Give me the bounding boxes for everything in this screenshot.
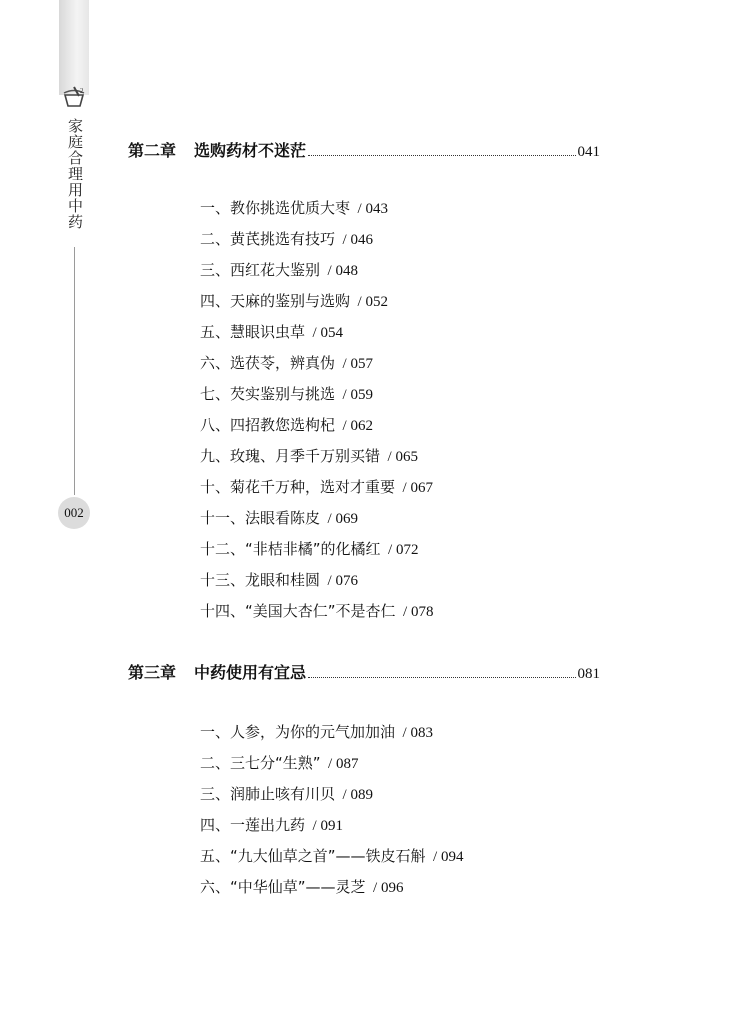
entry-title: 十二、“非桔非橘”的化橘红 [200,540,381,558]
toc-entry[interactable]: 十二、“非桔非橘”的化橘红 / 072 [200,540,419,558]
toc-entry[interactable]: 三、润肺止咳有川贝 / 089 [200,785,373,803]
toc-entry[interactable]: 三、西红花大鉴别 / 048 [200,261,358,279]
entry-page: 046 [350,232,373,248]
chapter-page: 081 [577,666,600,682]
toc-entry[interactable]: 二、三七分“生熟” / 087 [200,754,359,772]
entry-title: 十三、龙眼和桂圆 [200,571,321,589]
entry-list [200,717,620,903]
entry-title: 六、选茯苓，辨真伪 [200,354,336,372]
svg-text:2: 2 [80,87,84,95]
entry-page: 091 [320,818,343,834]
entry-title: 二、黄芪挑选有技巧 [200,230,336,248]
entry-title: 八、四招教您选枸杞 [200,416,336,434]
toc-entry[interactable]: 五、“九大仙草之首”——铁皮石斛 / 094 [200,847,464,865]
entry-page: 087 [335,756,359,772]
entry-title: 六、“中华仙草”——灵芝 [200,878,366,896]
entry-title: 四、一莲出九药 [200,816,306,834]
toc-entry[interactable]: 四、天麻的鉴别与选购 / 052 [200,292,388,310]
entry-page: 076 [335,573,358,589]
toc-entry[interactable]: 十、菊花千万种，选对才重要 / 067 [200,478,433,496]
toc-entry[interactable]: 七、芡实鉴别与挑选 / 059 [200,385,373,403]
entry-title: 三、西红花大鉴别 [200,261,321,279]
entry-title: 三、润肺止咳有川贝 [200,785,336,803]
toc-entry[interactable]: 一、人参，为你的元气加加油 / 083 [200,723,433,741]
entry-title: 九、玫瑰、月季千万别买错 [200,447,381,465]
toc-entry[interactable]: 六、“中华仙草”——灵芝 / 096 [200,878,404,896]
toc-entry[interactable]: 十一、法眼看陈皮 / 069 [200,509,358,527]
entry-page: 057 [350,356,373,372]
entry-title: 一、教你挑选优质大枣 [200,199,351,217]
entry-page: 043 [365,201,388,217]
entry-title: 十一、法眼看陈皮 [200,509,321,527]
chapter-number: 第二章 [128,141,177,160]
entry-title: 二、三七分“生熟” [200,754,321,772]
page-number: 002 [58,497,90,529]
entry-page: 094 [440,849,464,865]
chapter-heading[interactable] [128,660,600,682]
entry-page: 078 [410,604,434,620]
chapter-number: 第三章 [128,663,177,682]
entry-title: 十四、“美国大杏仁”不是杏仁 [200,602,396,620]
toc-entry[interactable]: 八、四招教您选枸杞 / 062 [200,416,373,434]
entry-page: 072 [395,542,419,558]
entry-title: 五、慧眼识虫草 [200,323,306,341]
entry-list [200,193,620,627]
dot-leader [308,677,575,678]
side-strip [59,0,89,95]
entry-page: 059 [350,387,373,403]
chapter-heading[interactable] [128,138,600,160]
entry-page: 089 [350,787,373,803]
entry-title: 四、天麻的鉴别与选购 [200,292,351,310]
entry-page: 096 [380,880,404,896]
entry-page: 083 [410,725,433,741]
entry-page: 069 [335,511,358,527]
toc-entry[interactable]: 一、教你挑选优质大枣 / 043 [200,199,388,217]
toc-entry[interactable]: 九、玫瑰、月季千万别买错 / 065 [200,447,418,465]
entry-page: 062 [350,418,373,434]
toc-entry[interactable]: 五、慧眼识虫草 / 054 [200,323,343,341]
entry-page: 048 [335,263,358,279]
toc-entry[interactable]: 二、黄芪挑选有技巧 / 046 [200,230,373,248]
entry-title: 七、芡实鉴别与挑选 [200,385,336,403]
chapter-title: 选购药材不迷茫 [194,141,307,160]
chapter-page: 041 [577,144,600,160]
entry-page: 065 [395,449,418,465]
entry-title: 一、人参，为你的元气加加油 [200,723,396,741]
entry-page: 067 [410,480,433,496]
toc-entry[interactable]: 六、选茯苓，辨真伪 / 057 [200,354,373,372]
toc-entry[interactable]: 十三、龙眼和桂圆 / 076 [200,571,358,589]
toc-entry[interactable]: 四、一莲出九药 / 091 [200,816,343,834]
entry-title: 五、“九大仙草之首”——铁皮石斛 [200,847,426,865]
entry-title: 十、菊花千万种，选对才重要 [200,478,396,496]
side-divider [74,247,75,495]
mortar-logo-icon [60,84,88,110]
toc-entry[interactable]: 十四、“美国大杏仁”不是杏仁 / 078 [200,602,434,620]
dot-leader [308,155,575,156]
entry-page: 052 [365,294,388,310]
book-title: 家庭合理用中药 [66,118,84,230]
chapter-title: 中药使用有宜忌 [194,663,307,682]
entry-page: 054 [320,325,343,341]
